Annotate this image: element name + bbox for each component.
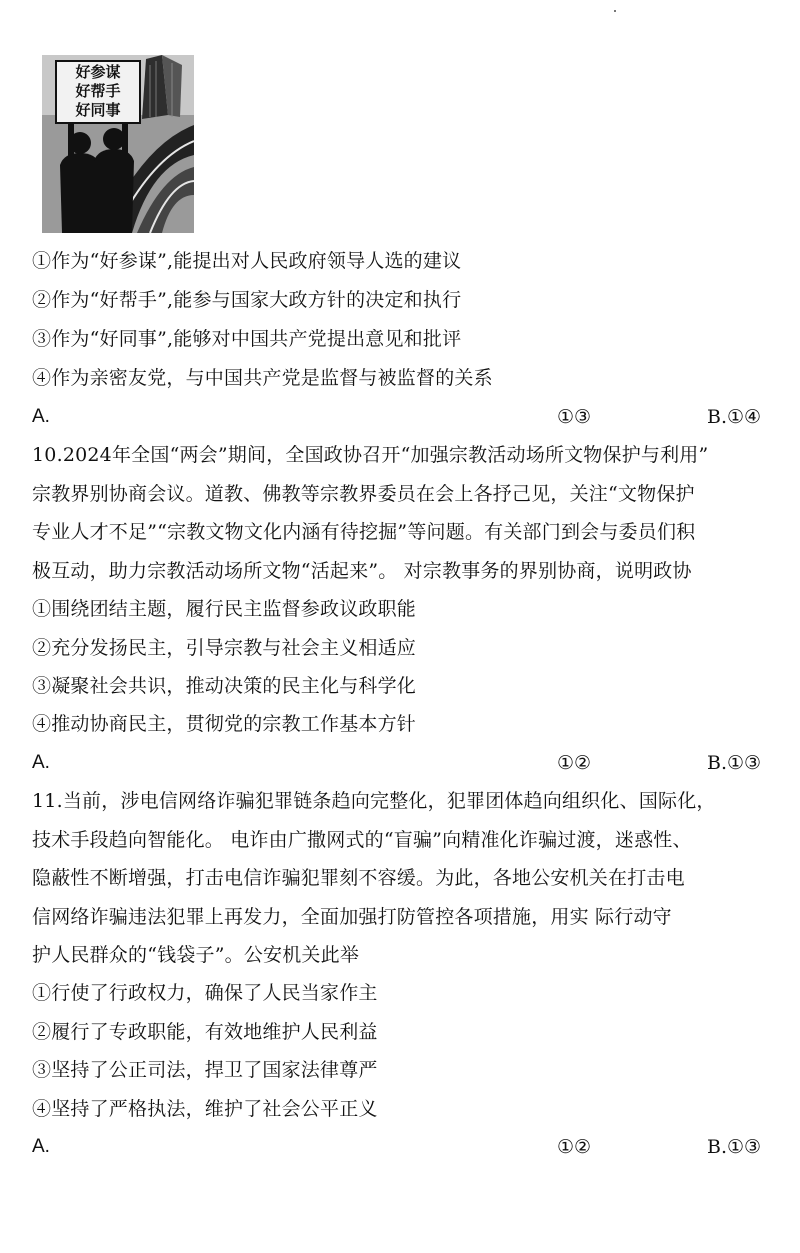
q11-stem-line: 护人民群众的“钱袋子”。公安机关此举: [32, 944, 360, 966]
sign-text: [56, 63, 140, 120]
q10-option-2: ②充分发扬民主，引导宗教与社会主义相适应: [32, 637, 417, 659]
scan-speck: [614, 10, 616, 12]
q11-option-1: ①行使了行政权力，确保了人民当家作主: [32, 982, 378, 1004]
answer-a-label: A.: [32, 1136, 50, 1157]
sign-line: 好参谋: [75, 63, 121, 81]
answer-a-label: A.: [32, 406, 50, 427]
cartoon-illustration: [42, 55, 194, 233]
q11-stem-line: 隐蔽性不断增强，打击电信诈骗犯罪刻不容缓。为此，各地公安机关在打击电: [32, 867, 685, 889]
q11-stem-line: 11.当前，涉电信网络诈骗犯罪链条趋向完整化，犯罪团体趋向组织化、国际化，: [32, 790, 716, 812]
answer-a-value: ①③: [557, 406, 592, 428]
q9-option-3: ③作为“好同事”,能够对中国共产党提出意见和批评: [32, 328, 462, 350]
q10-stem-line: 极互动，助力宗教活动场所文物“活起来”。 对宗教事务的界别协商，说明政协: [32, 560, 692, 582]
answer-a-label: A.: [32, 752, 50, 773]
sign-line: 好帮手: [75, 82, 121, 100]
q10-stem-line: 10.2024年全国“两会”期间，全国政协召开“加强宗教活动场所文物保护与利用”: [32, 444, 709, 466]
q10-stem-line: 专业人才不足”“宗教文物文化内涵有待挖掘”等问题。有关部门到会与委员们积: [32, 521, 696, 543]
q10-stem-line: 宗教界别协商会议。道教、佛教等宗教界委员在会上各抒己见，关注“文物保护: [32, 483, 695, 505]
q10-option-4: ④推动协商民主，贯彻党的宗教工作基本方针: [32, 713, 417, 735]
answer-b: B.①③: [707, 1136, 762, 1158]
q10-answer-row: [32, 751, 772, 775]
answer-b: B.①④: [707, 406, 762, 428]
q10-option-1: ①围绕团结主题，履行民主监督参政议政职能: [32, 598, 417, 620]
q9-option-4: ④作为亲密友党，与中国共产党是监督与被监督的关系: [32, 367, 493, 389]
q11-stem-line: 信网络诈骗违法犯罪上再发力，全面加强打防管控各项措施，用实 际行动守: [32, 906, 672, 928]
q11-answer-row: [32, 1135, 772, 1159]
q9-answer-row: [32, 405, 772, 429]
q9-option-2: ②作为“好帮手”,能参与国家大政方针的决定和执行: [32, 289, 462, 311]
q10-option-3: ③凝聚社会共识，推动决策的民主化与科学化: [32, 675, 417, 697]
q11-stem-line: 技术手段趋向智能化。 电诈由广撒网式的“盲骗”向精准化诈骗过渡，迷惑性、: [32, 829, 692, 851]
q11-option-4: ④坚持了严格执法，维护了社会公平正义: [32, 1098, 378, 1120]
q11-option-2: ②履行了专政职能，有效地维护人民利益: [32, 1021, 378, 1043]
q11-option-3: ③坚持了公正司法，捍卫了国家法律尊严: [32, 1059, 378, 1081]
answer-a-value: ①②: [557, 752, 592, 774]
sign-line: 好同事: [75, 101, 121, 119]
answer-b: B.①③: [707, 752, 762, 774]
answer-a-value: ①②: [557, 1136, 592, 1158]
q9-option-1: ①作为“好参谋”,能提出对人民政府领导人选的建议: [32, 250, 462, 272]
